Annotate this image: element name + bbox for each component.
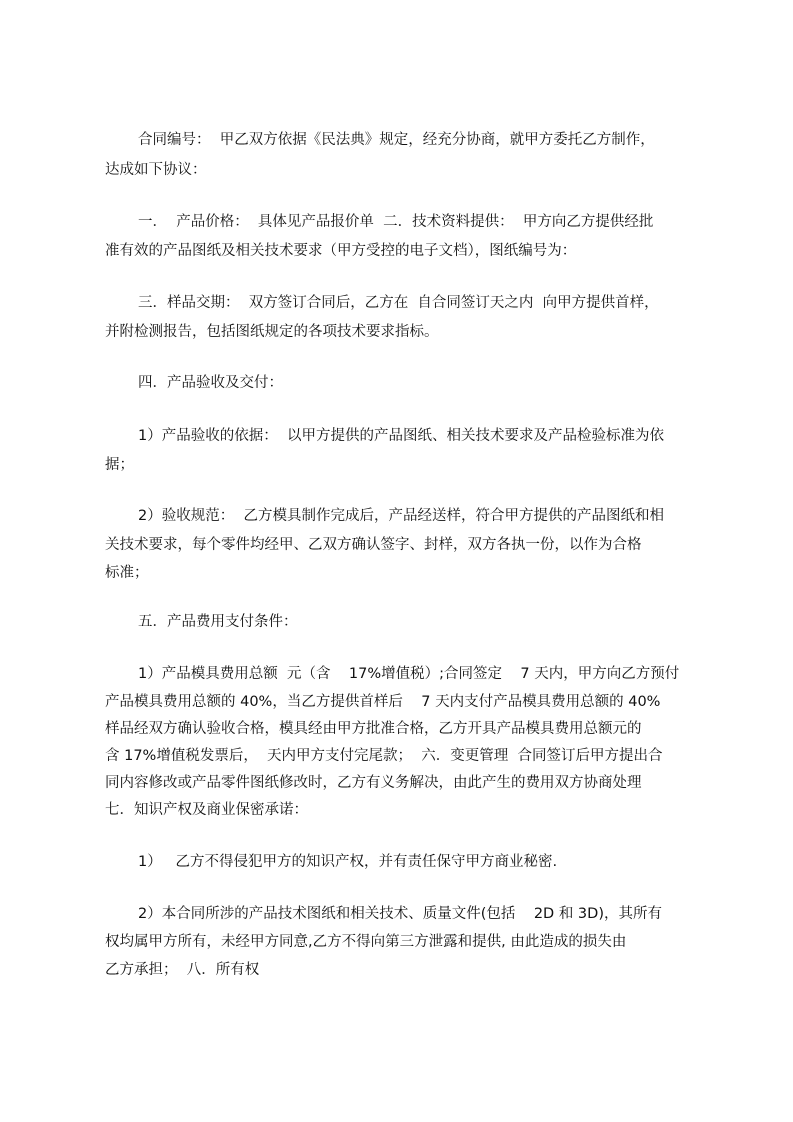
section-heading: 五．产品费用支付条件： — [138, 614, 298, 630]
text-line: 2）验收规范： 乙方模具制作完成后，产品经送样，符合甲方提供的产品图纸和相 — [138, 508, 664, 524]
section-heading: 七．知识产权及商业保密承诺： — [105, 802, 308, 818]
text-line: 1）产品模具费用总额 元（含 17%增值税）;合同签定 7 天内，甲方向乙方预付 — [138, 666, 680, 682]
text-line: 一． 产品价格： 具体见产品报价单 二．技术资料提供： 甲方向乙方提供经批 — [138, 214, 654, 230]
text-line: 三．样品交期： 双方签订合同后，乙方在 自合同签订天之内 向甲方提供首样， — [138, 295, 659, 311]
text-line: 据； — [105, 457, 134, 473]
text-line: 含 17%增值税发票后， 天内甲方支付完尾款； 六．变更管理 合同签订后甲方提出合 — [105, 748, 663, 764]
text-line: 乙方承担； 八．所有权 — [105, 962, 260, 978]
text-line: 并附检测报告，包括图纸规定的各项技术要求指标。 — [105, 324, 439, 340]
text-line: 样品经双方确认验收合格，模具经由甲方批准合格，乙方开具产品模具费用总额元的 — [105, 721, 642, 737]
text-line: 合同编号： 甲乙双方依据《民法典》规定，经充分协商，就甲方委托乙方制作， — [138, 132, 655, 148]
text-line: 1） 乙方不得侵犯甲方的知识产权，并有责任保守甲方商业秘密. — [138, 854, 558, 870]
text-line: 1）产品验收的依据： 以甲方提供的产品图纸、相关技术要求及产品检验标准为依 — [138, 428, 664, 444]
text-line: 权均属甲方所有，未经甲方同意,乙方不得向第三方泄露和提供, 由此造成的损失由 — [105, 934, 627, 950]
text-line: 达成如下协议： — [105, 162, 207, 178]
text-line: 准有效的产品图纸及相关技术要求（甲方受控的电子文档），图纸编号为： — [105, 243, 577, 259]
section-heading: 四．产品验收及交付： — [138, 375, 283, 391]
text-line: 关技术要求，每个零件均经甲、乙双方确认签字、封样，双方各执一份，以作为合格 — [105, 537, 642, 553]
text-line: 2）本合同所涉的产品技术图纸和相关技术、质量文件(包括 2D 和 3D)，其所有 — [138, 906, 662, 922]
text-line: 同内容修改或产品零件图纸修改时，乙方有义务解决，由此产生的费用双方协商处理 — [105, 775, 642, 791]
text-line: 标准； — [105, 565, 149, 581]
text-line: 产品模具费用总额的 40%，当乙方提供首样后 7 天内支付产品模具费用总额的 40% — [105, 694, 661, 710]
